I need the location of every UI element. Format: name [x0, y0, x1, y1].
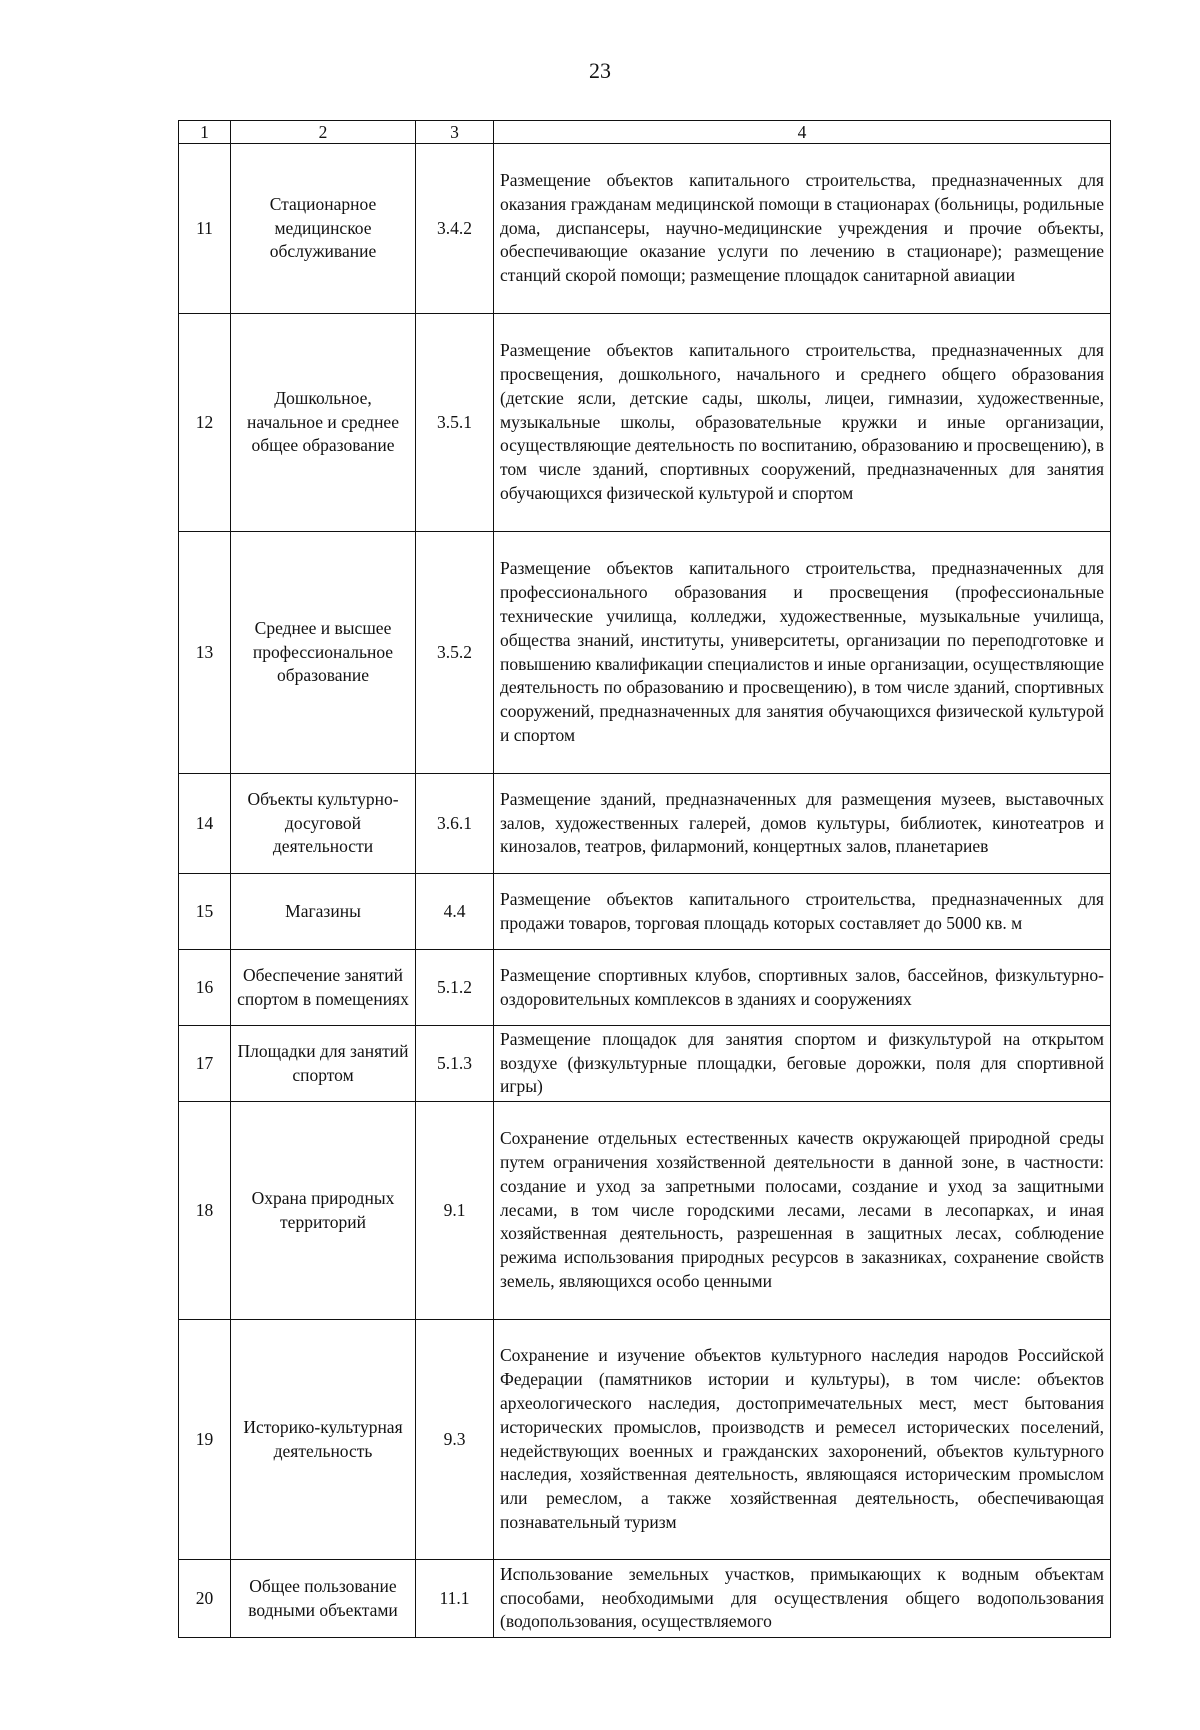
row-code: 3.5.1 [416, 314, 494, 532]
row-description: Размещение спортивных клубов, спортивных залов, бассейнов, физкультурно-оздоровительных комплексов в зданиях и сооружениях [494, 950, 1111, 1026]
row-code: 4.4 [416, 874, 494, 950]
row-name: Общее пользование водными объектами [231, 1560, 416, 1638]
page-number: 23 [589, 58, 611, 83]
row-number: 18 [179, 1102, 231, 1320]
row-code: 5.1.3 [416, 1026, 494, 1102]
row-code: 9.1 [416, 1102, 494, 1320]
row-code: 5.1.2 [416, 950, 494, 1026]
row-description: Размещение объектов капитального строительства, предназначенных для просвещения, дошкольного, начального и среднего общего образования (детские ясли, детские сады, школы, лицеи, гимназии, художественные, музыкальные школы, образовательные кружки и иные организации, осуществляющие деятельность по воспитанию, образованию и просвещению), в том числе зданий, спортивных сооружений, предназначенных для занятия обучающихся физической культурой и спортом [494, 314, 1111, 532]
row-number: 13 [179, 532, 231, 774]
table-row [179, 314, 1111, 532]
header-col-2: 2 [231, 121, 416, 144]
row-description: Размещение зданий, предназначенных для размещения музеев, выставочных залов, художественных галерей, домов культуры, библиотек, кинотеатров и кинозалов, театров, филармоний, концертных залов, планетариев [494, 774, 1111, 874]
row-number: 16 [179, 950, 231, 1026]
table-row [179, 532, 1111, 774]
row-description: Сохранение отдельных естественных качеств окружающей природной среды путем ограничения хозяйственной деятельности в данной зоне, в частности: создание и уход за запретными полосами, создание и уход за защитными лесами, в том числе городскими лесами, лесами в лесопарках, и иная хозяйственная деятельность, разрешенная в защитных лесах, соблюдение режима использования природных ресурсов в заказниках, сохранение свойств земель, являющихся особо ценными [494, 1102, 1111, 1320]
header-col-3: 3 [416, 121, 494, 144]
table-row [179, 144, 1111, 314]
row-name: Магазины [231, 874, 416, 950]
row-code: 3.6.1 [416, 774, 494, 874]
table-row [179, 1320, 1111, 1560]
row-code: 9.3 [416, 1320, 494, 1560]
row-description: Размещение объектов капитального строительства, предназначенных для продажи товаров, торговая площадь которых составляет до 5000 кв. м [494, 874, 1111, 950]
row-name: Площадки для занятий спортом [231, 1026, 416, 1102]
header-col-1: 1 [179, 121, 231, 144]
header-col-4: 4 [494, 121, 1111, 144]
table-row [179, 950, 1111, 1026]
row-number: 12 [179, 314, 231, 532]
row-name: Объекты культурно-досуговой деятельности [231, 774, 416, 874]
table-header-row [179, 121, 1111, 144]
table-row [179, 1560, 1111, 1638]
table-row [179, 1026, 1111, 1102]
row-code: 3.5.2 [416, 532, 494, 774]
row-description: Сохранение и изучение объектов культурного наследия народов Российской Федерации (памятников истории и культуры), в том числе: объектов археологического наследия, достопримечательных мест, мест бытования исторических промыслов, производств и ремесел исторических поселений, недействующих военных и гражданских захоронений, объектов культурного наследия, хозяйственная деятельность, являющаяся историческим промыслом или ремеслом, а также хозяйственная деятельность, обеспечивающая познавательный туризм [494, 1320, 1111, 1560]
row-description: Размещение площадок для занятия спортом и физкультурой на открытом воздухе (физкультурные площадки, беговые дорожки, поля для спортивной игры) [494, 1026, 1111, 1102]
row-number: 15 [179, 874, 231, 950]
row-name: Стационарное медицинское обслуживание [231, 144, 416, 314]
land-use-table [178, 120, 1111, 1638]
row-name: Историко-культурная деятельность [231, 1320, 416, 1560]
row-description: Использование земельных участков, примыкающих к водным объектам способами, необходимыми для осуществления общего водопользования (водопользования, осуществляемого [494, 1560, 1111, 1638]
row-description: Размещение объектов капитального строительства, предназначенных для профессионального образования и просвещения (профессиональные технические училища, колледжи, художественные, музыкальные училища, общества знаний, институты, университеты, организации по переподготовке и повышению квалификации специалистов и иные организации, осуществляющие деятельность по образованию и просвещению), в том числе зданий, спортивных сооружений, предназначенных для занятия обучающихся физической культурой и спортом [494, 532, 1111, 774]
row-code: 3.4.2 [416, 144, 494, 314]
table-row [179, 874, 1111, 950]
row-number: 20 [179, 1560, 231, 1638]
row-name: Обеспечение занятий спортом в помещениях [231, 950, 416, 1026]
table-row [179, 1102, 1111, 1320]
row-code: 11.1 [416, 1560, 494, 1638]
row-number: 11 [179, 144, 231, 314]
row-number: 17 [179, 1026, 231, 1102]
row-name: Охрана природных территорий [231, 1102, 416, 1320]
row-description: Размещение объектов капитального строительства, предназначенных для оказания гражданам медицинской помощи в стационарах (больницы, родильные дома, диспансеры, научно-медицинские учреждения и прочие объекты, обеспечивающие оказание услуги по лечению в стационаре); размещение станций скорой помощи; размещение площадок санитарной авиации [494, 144, 1111, 314]
row-name: Дошкольное, начальное и среднее общее образование [231, 314, 416, 532]
row-number: 14 [179, 774, 231, 874]
table-row [179, 774, 1111, 874]
row-name: Среднее и высшее профессиональное образование [231, 532, 416, 774]
row-number: 19 [179, 1320, 231, 1560]
